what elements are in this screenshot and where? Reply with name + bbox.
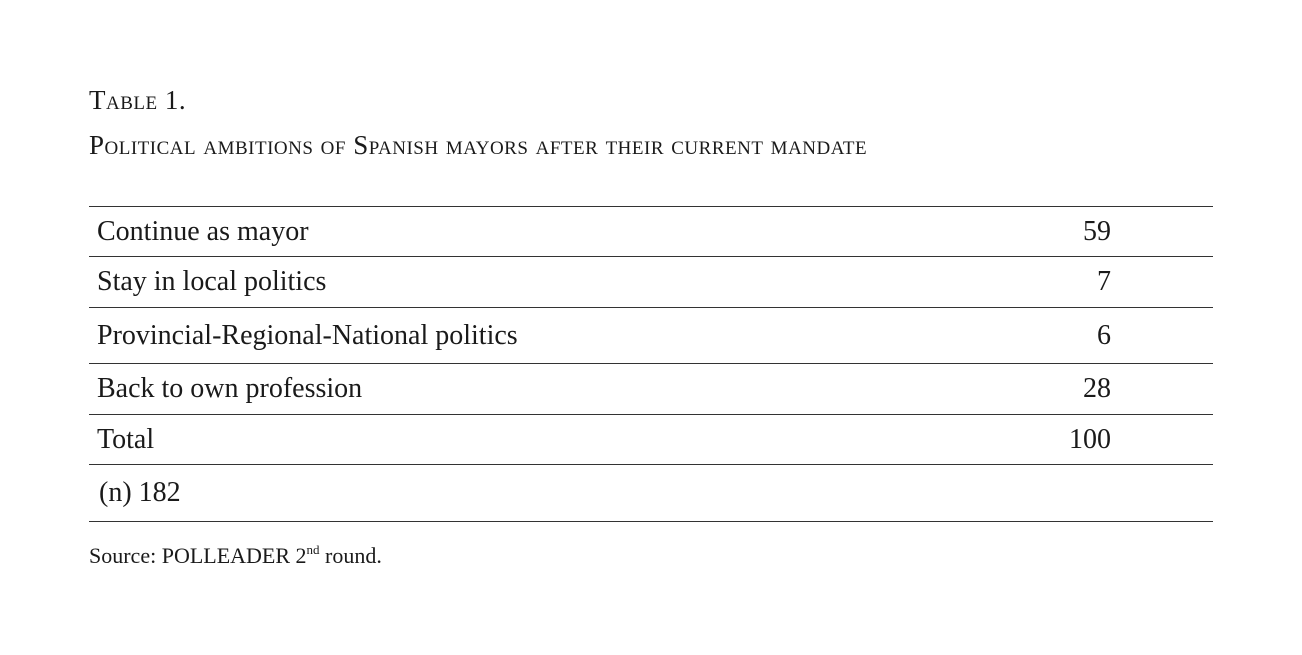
source-superscript: nd bbox=[306, 542, 320, 557]
row-label: Stay in local politics bbox=[89, 257, 931, 308]
table-row-total bbox=[89, 415, 1213, 465]
row-value: 7 bbox=[931, 257, 1213, 308]
row-label: Continue as mayor bbox=[89, 207, 931, 257]
row-label: Back to own profession bbox=[89, 364, 931, 415]
total-value: 100 bbox=[931, 415, 1213, 465]
row-value: 6 bbox=[931, 308, 1213, 364]
row-value: 28 bbox=[931, 364, 1213, 415]
table-row bbox=[89, 364, 1213, 415]
sample-size: (n) 182 bbox=[89, 465, 1213, 522]
table-row bbox=[89, 207, 1213, 257]
table-row-sample-size bbox=[89, 465, 1213, 522]
source-note bbox=[89, 541, 382, 571]
row-value: 59 bbox=[931, 207, 1213, 257]
table-caption-label: Table 1. bbox=[89, 85, 187, 115]
source-prefix: Source: POLLEADER 2 bbox=[89, 543, 307, 568]
table-row bbox=[89, 257, 1213, 308]
ambitions-table bbox=[89, 206, 1213, 522]
table-row bbox=[89, 308, 1213, 364]
row-label: Provincial-Regional-National politics bbox=[89, 308, 931, 364]
source-suffix: round. bbox=[319, 543, 382, 568]
table-caption-title: Political ambitions of Spanish mayors after their current mandate bbox=[89, 130, 868, 160]
total-label: Total bbox=[89, 415, 931, 465]
